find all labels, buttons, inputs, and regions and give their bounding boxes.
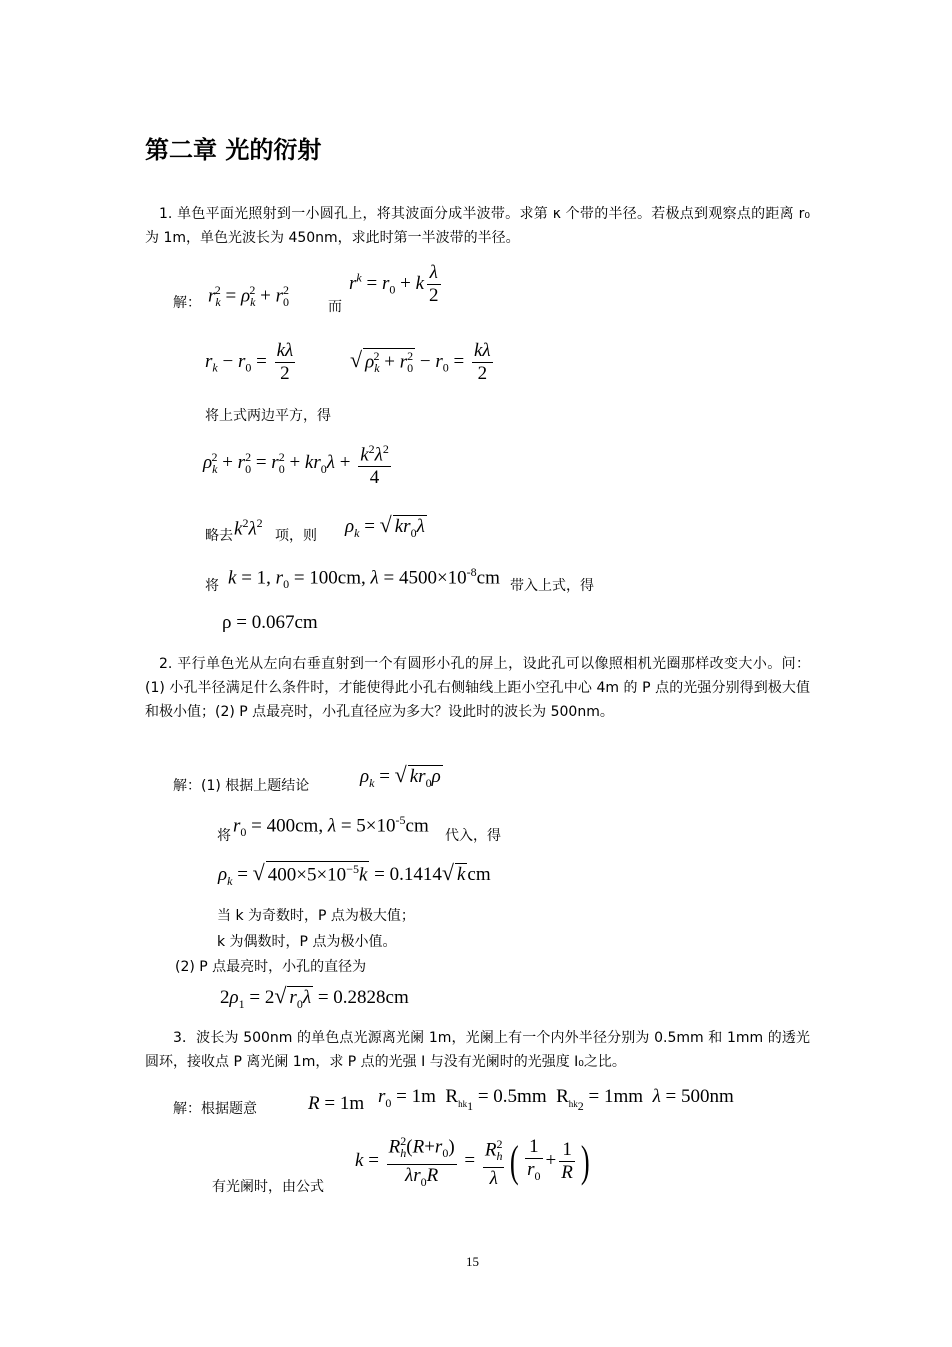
q1-solution-label: 解： bbox=[173, 295, 201, 311]
q2-even: k 为偶数时，P 点为极小值。 bbox=[217, 934, 397, 950]
q3-formula-intro: 有光阑时，由公式 bbox=[212, 1179, 324, 1195]
q2-eq3: $\rho_k$ = √ $400\times 5\times 10^{-5}k = 0.1414√$ k cm bbox=[218, 860, 491, 888]
q2-sub-post: 代入，得 bbox=[445, 828, 501, 844]
q1-and-label: 而 bbox=[328, 299, 342, 315]
q2-part2: (2) P 点最亮时，小孔的直径为 bbox=[175, 959, 367, 975]
question-3-text: 3．波长为 500nm 的单色点光源离光阑 1m，光阑上有一个内外半径分别为 0.5mm 和 1mm 的透光圆环，接收点 P 离光阑 1m，求 P 点的光强 I 与没有光阑时的光强度 I₀之比。 bbox=[145, 1030, 810, 1070]
q1-square-text: 将上式两边平方，得 bbox=[205, 408, 331, 424]
q1-omit-pre: 略去 bbox=[205, 528, 233, 544]
q1-eq7: k = 1, $r_0 = 100cm$, $\lambda = 4500\times 10^{-8}cm$ bbox=[228, 565, 500, 592]
q2-solution-label: 解：(1) 根据上题结论 bbox=[173, 778, 310, 794]
q3-eq-k: k = $\frac{R_h^2(R+r_0)}{\lambda r_0R}$ = $\frac{R_h^2}{\lambda}$ ( $\frac{1}{r_0}$ + $\frac{1}{R}$ ) bbox=[355, 1130, 593, 1193]
q1-eq3: $r_k - r_0$ = $\frac{k\lambda}{2}$ bbox=[205, 340, 294, 384]
q2-eq4: $2\rho_1 = 2√$ $r_0\lambda = 0.2828cm$ bbox=[220, 983, 409, 1011]
q2-sub-pre: 将 bbox=[217, 828, 231, 844]
question-2-text: 2. 平行单色光从左向右垂直射到一个有圆形小孔的屏上，设此孔可以像照相机光圈那样改变大小。问：(1) 小孔半径满足什么条件时，才能使得此小孔右侧轴线上距小空孔中心 4m 的 P 点的光强分别得到极大值和极小值；(2) P 点最亮时，小孔直径应为多大？设此时的波长为 500nm。 bbox=[145, 656, 810, 720]
q1-eq5: $\rho_k^2 + r_0^2 = r_0^2 + kr_0\lambda$ + $\frac{k^2\lambda^2}{4}$ bbox=[203, 438, 394, 489]
q1-omit-term: $k^2\lambda^2$ bbox=[234, 516, 263, 540]
q1-sub-post: 带入上式，得 bbox=[510, 578, 594, 594]
q2-eq1: $\rho_k$ = √ $kr_0\rho$ bbox=[360, 762, 441, 790]
q3-eq-R: R = 1m bbox=[308, 1093, 365, 1114]
q1-result: ρ = 0.067cm bbox=[222, 612, 318, 633]
q2-odd: 当 k 为奇数时，P 点为极大值； bbox=[217, 908, 415, 924]
q1-sub-pre: 将 bbox=[205, 578, 219, 594]
q1-eq1: $r_k^2 = \rho_k^2 + r_0^2$ bbox=[208, 283, 290, 310]
q1-eq4: √ $\rho_k^2 + r_0^2 - r_0$ = $\frac{k\lambda}{2}$ bbox=[350, 340, 491, 384]
q2-eq2: $r_0 = 400cm$, $\lambda = 5\times 10^{-5}cm$ bbox=[233, 813, 429, 840]
chapter-title: 第二章 光的衍射 bbox=[145, 136, 322, 164]
question-1-text: 1. 单色平面光照射到一小圆孔上，将其波面分成半波带。求第 κ 个带的半径。若极点到观察点的距离 r₀为 1m，单色光波长为 450nm，求此时第一半波带的半径。 bbox=[145, 206, 810, 246]
q1-eq2: $r^k = r_0 + k$ $\frac{\lambda}{2}$ bbox=[349, 262, 439, 306]
q3-solution-label: 解：根据题意 bbox=[173, 1101, 257, 1117]
q1-eq6: $\rho_k$ = √ $kr_0\lambda$ bbox=[345, 512, 425, 540]
page-number: 15 bbox=[466, 1254, 479, 1269]
q3-eq-params: $r_0 = 1m$ $R_{hk_1} = 0.5mm$ $R_{hk_2} = 1mm$ λ = 500nm bbox=[378, 1086, 734, 1113]
q1-omit-post: 项，则 bbox=[275, 528, 317, 544]
